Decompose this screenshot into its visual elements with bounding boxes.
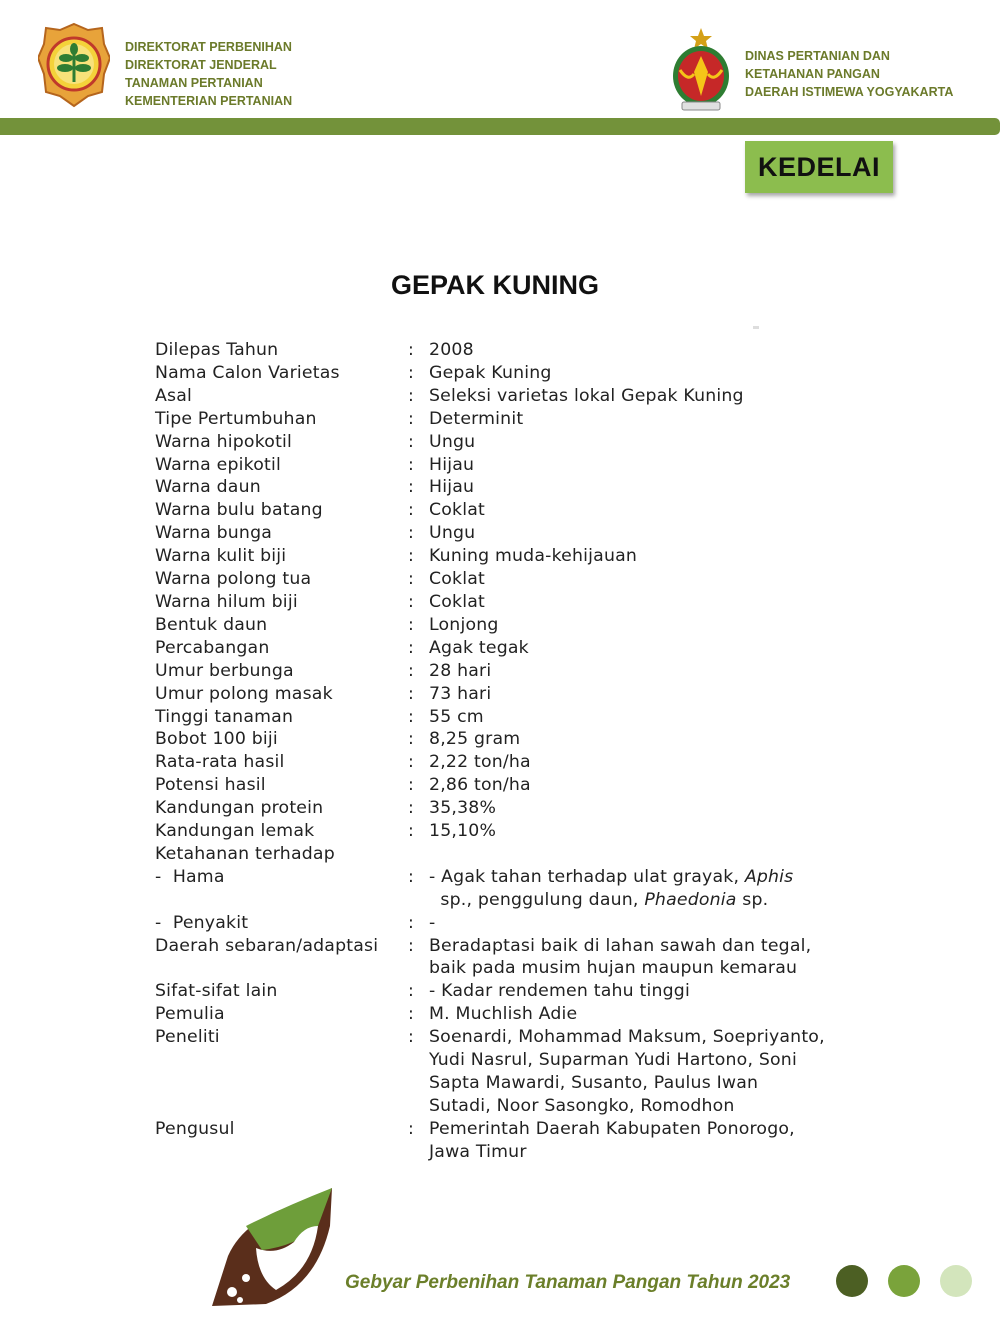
spec-separator: :	[408, 523, 415, 544]
spec-value	[429, 591, 875, 614]
spec-value-line: Jawa Timur	[429, 1141, 527, 1162]
spec-label: Pengusul	[155, 1118, 235, 1139]
spec-label: Umur polong masak	[155, 683, 333, 704]
spec-row	[155, 637, 875, 660]
spec-label: Pemulia	[155, 1004, 225, 1025]
spec-separator: :	[408, 569, 415, 590]
spec-label: Percabangan	[155, 637, 270, 658]
footer-event-text: Gebyar Perbenihan Tanaman Pangan Tahun 2023	[345, 1272, 791, 1293]
spec-value	[429, 751, 875, 774]
spec-row	[155, 568, 875, 591]
spec-row	[155, 683, 875, 706]
org-line: TANAMAN PERTANIAN	[125, 76, 263, 90]
spec-value-line: 55 cm	[429, 706, 484, 727]
spec-label: Warna hilum biji	[155, 591, 298, 612]
spec-row	[155, 751, 875, 774]
spec-label: Peneliti	[155, 1027, 220, 1048]
spec-value	[429, 339, 875, 362]
spec-value	[429, 614, 875, 637]
spec-value-line: 73 hari	[429, 683, 492, 704]
spec-value	[429, 980, 875, 1003]
spec-label: Dilepas Tahun	[155, 340, 279, 360]
spec-separator: :	[408, 683, 415, 704]
commodity-badge: KEDELAI	[745, 141, 893, 193]
spec-separator: :	[408, 729, 415, 750]
spec-value-line: Coklat	[429, 500, 486, 521]
leaf-logo-icon	[206, 1186, 338, 1312]
spec-separator: :	[408, 912, 415, 933]
spec-label: Daerah sebaran/adaptasi	[155, 935, 379, 956]
spec-value-line: Soenardi, Mohammad Maksum, Soepriyanto,	[429, 1027, 825, 1048]
spec-label: Warna epikotil	[155, 454, 281, 475]
spec-value	[429, 820, 875, 843]
spec-label: - Hama	[155, 866, 225, 887]
spec-row	[155, 522, 875, 545]
spec-value	[429, 545, 875, 568]
spec-separator: :	[408, 431, 415, 452]
spec-label: Tipe Pertumbuhan	[155, 408, 317, 429]
org-line: KETAHANAN PANGAN	[745, 67, 880, 81]
spec-value-line: 2,86 ton/ha	[429, 775, 531, 796]
spec-value	[429, 1026, 875, 1118]
spec-label: Kandungan protein	[155, 798, 324, 819]
spec-row	[155, 843, 875, 866]
spec-row	[155, 728, 875, 751]
spec-separator: :	[408, 798, 415, 819]
spec-separator: :	[408, 1118, 415, 1139]
spec-label: Warna hipokotil	[155, 431, 293, 452]
spec-value-line: 8,25 gram	[429, 729, 521, 750]
spec-separator	[408, 843, 429, 866]
spec-row	[155, 706, 875, 729]
spec-row	[155, 362, 875, 385]
divider	[753, 326, 759, 329]
spec-separator: :	[408, 706, 415, 727]
spec-label: Bobot 100 biji	[155, 729, 278, 750]
spec-row	[155, 980, 875, 1003]
spec-value-line: -	[429, 912, 436, 933]
spec-separator: :	[408, 935, 415, 956]
spec-value-line: Gepak Kuning	[429, 362, 552, 383]
spec-value-line: Hijau	[429, 454, 475, 475]
spec-row	[155, 614, 875, 637]
spec-value	[429, 1003, 875, 1026]
spec-label: Tinggi tanaman	[155, 706, 294, 727]
spec-separator: :	[408, 1004, 415, 1025]
spec-value-line: - Agak tahan terhadap ulat grayak, Aphis	[429, 866, 794, 887]
spec-separator: :	[408, 637, 415, 658]
spec-value-line: baik pada musim hujan maupun kemarau	[429, 958, 798, 979]
spec-value	[429, 499, 875, 522]
spec-value	[429, 774, 875, 797]
spec-separator: :	[408, 340, 415, 360]
spec-value	[429, 728, 875, 751]
spec-label: Rata-rata hasil	[155, 752, 285, 773]
spec-value	[429, 935, 875, 981]
spec-value-line: 28 hari	[429, 660, 492, 681]
spec-separator: :	[408, 1027, 415, 1048]
spec-label: Warna kulit biji	[155, 546, 287, 567]
spec-value	[429, 568, 875, 591]
header-divider-bar	[0, 118, 1000, 135]
spec-value-line: Hijau	[429, 477, 475, 498]
spec-value-line: 2,22 ton/ha	[429, 752, 531, 773]
spec-row	[155, 1026, 875, 1118]
spec-separator: :	[408, 362, 415, 383]
spec-value-line: Coklat	[429, 569, 486, 590]
spec-value-line: Sutadi, Noor Sasongko, Romodhon	[429, 1095, 735, 1116]
spec-value	[429, 912, 875, 935]
spec-row	[155, 774, 875, 797]
page-title: GEPAK KUNING	[390, 270, 599, 300]
spec-separator: :	[408, 866, 415, 887]
header	[0, 0, 1000, 118]
spec-label: Warna polong tua	[155, 569, 312, 590]
spec-value-line: sp., penggulung daun, Phaedonia sp.	[429, 889, 769, 910]
kementan-logo-icon	[38, 22, 110, 108]
spec-row	[155, 339, 875, 362]
spec-value-line: Sapta Mawardi, Susanto, Paulus Iwan	[429, 1073, 759, 1093]
spec-value	[429, 362, 875, 385]
footer-dot	[888, 1265, 920, 1297]
spec-label: Kandungan lemak	[155, 821, 315, 842]
spec-separator: :	[408, 546, 415, 567]
spec-row	[155, 912, 875, 935]
spec-separator: :	[408, 408, 415, 429]
spec-value-line: 35,38%	[429, 798, 497, 819]
spec-value-line: Ungu	[429, 523, 476, 544]
spec-label: Sifat-sifat lain	[155, 981, 278, 1002]
spec-row	[155, 385, 875, 408]
spec-row	[155, 935, 875, 981]
spec-row	[155, 660, 875, 683]
spec-separator: :	[408, 591, 415, 612]
spec-label: Bentuk daun	[155, 614, 268, 635]
spec-value-line: 15,10%	[429, 821, 497, 842]
spec-row	[155, 1003, 875, 1026]
spec-label: Warna daun	[155, 477, 261, 498]
spec-separator: :	[408, 821, 415, 842]
spec-value	[429, 797, 875, 820]
right-organization-name	[745, 47, 953, 101]
org-line: DAERAH ISTIMEWA YOGYAKARTA	[745, 85, 954, 99]
spec-value	[429, 408, 875, 431]
footer-dot	[836, 1265, 868, 1297]
spec-value	[429, 866, 875, 912]
spec-value-line: 2008	[429, 340, 474, 360]
spec-value	[429, 706, 875, 729]
spec-value	[429, 476, 875, 499]
spec-value	[429, 683, 875, 706]
spec-label: - Penyakit	[155, 912, 249, 933]
spec-row	[155, 1118, 875, 1164]
spec-row	[155, 866, 875, 912]
spec-label: Asal	[155, 385, 193, 406]
org-line: DINAS PERTANIAN DAN	[745, 49, 890, 63]
spec-value	[429, 431, 875, 454]
spec-label: Warna bunga	[155, 523, 273, 544]
spec-value	[429, 843, 875, 866]
spec-value-line: Kuning muda-kehijauan	[429, 546, 638, 567]
spec-row	[155, 499, 875, 522]
spec-value	[429, 522, 875, 545]
spec-separator: :	[408, 500, 415, 521]
spec-value-line: Pemerintah Daerah Kabupaten Ponorogo,	[429, 1118, 795, 1139]
spec-label: Warna bulu batang	[155, 500, 323, 521]
spec-row	[155, 476, 875, 499]
spec-value-line: Ungu	[429, 431, 476, 452]
spec-separator: :	[408, 775, 415, 796]
spec-value	[429, 637, 875, 660]
spec-value	[429, 660, 875, 683]
spec-value-line: Beradaptasi baik di lahan sawah dan tegal,	[429, 935, 812, 956]
spec-value-line: - Kadar rendemen tahu tinggi	[429, 981, 690, 1002]
spec-value-line: Coklat	[429, 591, 486, 612]
spec-separator: :	[408, 614, 415, 635]
spec-separator: :	[408, 660, 415, 681]
spec-row	[155, 591, 875, 614]
spec-label: Ketahanan terhadap	[155, 843, 335, 864]
spec-value-line: Lonjong	[429, 614, 499, 635]
spec-row	[155, 545, 875, 568]
spec-row	[155, 797, 875, 820]
spec-value-line: Determinit	[429, 408, 524, 429]
spec-separator: :	[408, 981, 415, 1002]
spec-row	[155, 408, 875, 431]
spec-value-line: Agak tegak	[429, 637, 529, 658]
spec-separator: :	[408, 752, 415, 773]
left-organization-name	[125, 38, 292, 110]
spec-label: Umur berbunga	[155, 660, 294, 681]
spec-value	[429, 1118, 875, 1164]
variety-spec-list	[155, 339, 875, 1164]
spec-separator: :	[408, 477, 415, 498]
spec-row	[155, 431, 875, 454]
spec-separator: :	[408, 454, 415, 475]
spec-value	[429, 454, 875, 477]
spec-row	[155, 820, 875, 843]
spec-value-line: Yudi Nasrul, Suparman Yudi Hartono, Soni	[429, 1050, 797, 1071]
spec-row	[155, 454, 875, 477]
spec-label: Nama Calon Varietas	[155, 362, 340, 383]
spec-value	[429, 385, 875, 408]
spec-value-line: Seleksi varietas lokal Gepak Kuning	[429, 385, 744, 406]
footer-dot	[940, 1265, 972, 1297]
org-line: DIREKTORAT JENDERAL	[125, 58, 277, 72]
spec-label: Potensi hasil	[155, 775, 266, 796]
org-line: DIREKTORAT PERBENIHAN	[125, 40, 292, 54]
spec-separator: :	[408, 385, 415, 406]
org-line: KEMENTERIAN PERTANIAN	[125, 94, 293, 108]
spec-value-line: M. Muchlish Adie	[429, 1004, 578, 1025]
diy-emblem-icon	[668, 26, 734, 112]
